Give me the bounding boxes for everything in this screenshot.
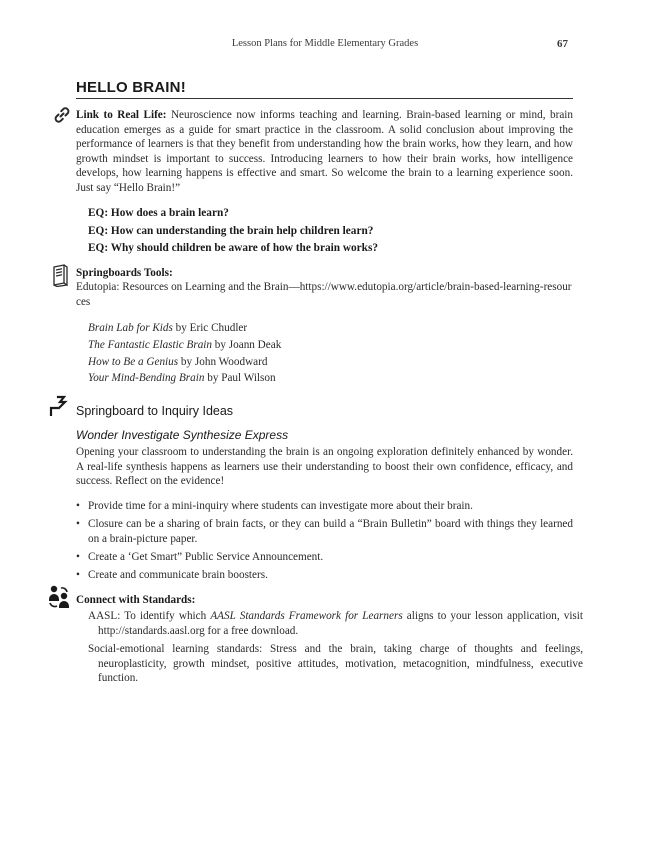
list-item — [76, 550, 573, 565]
inquiry-bullets — [76, 499, 573, 586]
inquiry-intro: Opening your classroom to understanding the brain is an ongoing exploration definitely enhanced by wonder. A real-life synthesis happens as learners use their understanding to boost their own confidence, efficacy, and success. Reflect on the evidence! — [76, 446, 573, 488]
eq-item: EQ: How can understanding the brain help children learn? — [88, 224, 374, 237]
book-author: by Joann Deak — [212, 338, 282, 351]
book-icon — [51, 263, 71, 292]
book-title: How to Be a Genius — [88, 355, 179, 368]
book-list — [88, 320, 568, 387]
people-connect-icon — [46, 584, 72, 615]
bullet-dot: • — [76, 517, 80, 530]
book-item — [88, 370, 568, 387]
essential-questions — [88, 205, 568, 258]
book-item — [88, 337, 568, 354]
aasl-prefix: AASL: To identify which — [88, 610, 211, 622]
tools-resource: Edutopia: Resources on Learning and the Brain—https://www.edutopia.org/article/brain-based-learning-resources — [76, 281, 572, 308]
bullet-text: Provide time for a mini-inquiry where students can investigate more about their brain. — [88, 500, 473, 512]
link-icon — [53, 106, 71, 129]
tools-label: Springboards Tools: — [76, 267, 173, 279]
aasl-standard — [88, 609, 583, 638]
book-author: by Paul Wilson — [204, 372, 276, 385]
bullet-text: Create and communicate brain boosters. — [88, 568, 268, 581]
eq-item: EQ: How does a brain learn? — [88, 207, 229, 219]
bullet-dot: • — [76, 500, 80, 512]
bullet-dot: • — [76, 550, 80, 563]
book-author: by John Woodward — [178, 355, 268, 368]
aasl-suffix: aligns to your lesson application, visit http://standards.aasl.org for a free download. — [98, 610, 584, 637]
book-title: Brain Lab for Kids — [88, 322, 173, 334]
link-to-real-life — [76, 108, 573, 196]
book-item — [88, 320, 568, 337]
running-title: Lesson Plans for Middle Elementary Grades — [231, 38, 419, 49]
sel-standard: Social-emotional learning standards: Stress and the brain, taking charge of thoughts and feelings, neuroplasticity, growth mindset, positive attitudes, motivation, metacognition, mindfulness, executive function. — [88, 643, 583, 685]
eq-item: EQ: Why should children be aware of how the brain works? — [88, 242, 378, 254]
inquiry-heading: Springboard to Inquiry Ideas — [76, 404, 234, 418]
bullet-dot: • — [76, 568, 80, 581]
link-label: Link to Real Life: — [76, 109, 167, 121]
page-number: 67 — [557, 38, 568, 50]
bullet-text: Closure can be a sharing of brain facts, or they can build a “Brain Bulletin” board with things they learned on a brain-picture paper. — [88, 517, 573, 545]
link-text: Neuroscience now informs teaching and learning. Brain-based learning or mind, brain education emerges as a guide for smart practice in the classroom. A solid conclusion about improving the performance of learners is that they benefit from understanding how the brain works, how they learn, and how growth mindset is important to success. Introducing learners to how their brain works, how intelligence develops, how learning happens is effective and smart. So welcome the brain to a learning experience soon. Just say “Hello Brain!” — [76, 109, 573, 194]
book-title: The Fantastic Elastic Brain — [88, 338, 212, 351]
book-title: Your Mind-Bending Brain — [88, 372, 205, 385]
springboard-icon — [48, 394, 70, 421]
standards — [76, 593, 573, 608]
list-item — [76, 517, 573, 546]
aasl-title: AASL Standards Framework for Learners — [210, 610, 403, 622]
title-rule — [76, 98, 573, 99]
book-item — [88, 354, 568, 371]
bullet-text: Create a ‘Get Smart” Public Service Announcement. — [88, 550, 324, 563]
list-item — [76, 499, 573, 514]
chapter-title: HELLO BRAIN! — [76, 79, 186, 96]
inquiry-subheading: Wonder Investigate Synthesize Express — [76, 428, 289, 442]
standards-label: Connect with Standards: — [76, 594, 196, 606]
list-item — [76, 568, 573, 583]
springboards-tools — [76, 266, 573, 281]
book-author: by Eric Chudler — [172, 322, 248, 334]
